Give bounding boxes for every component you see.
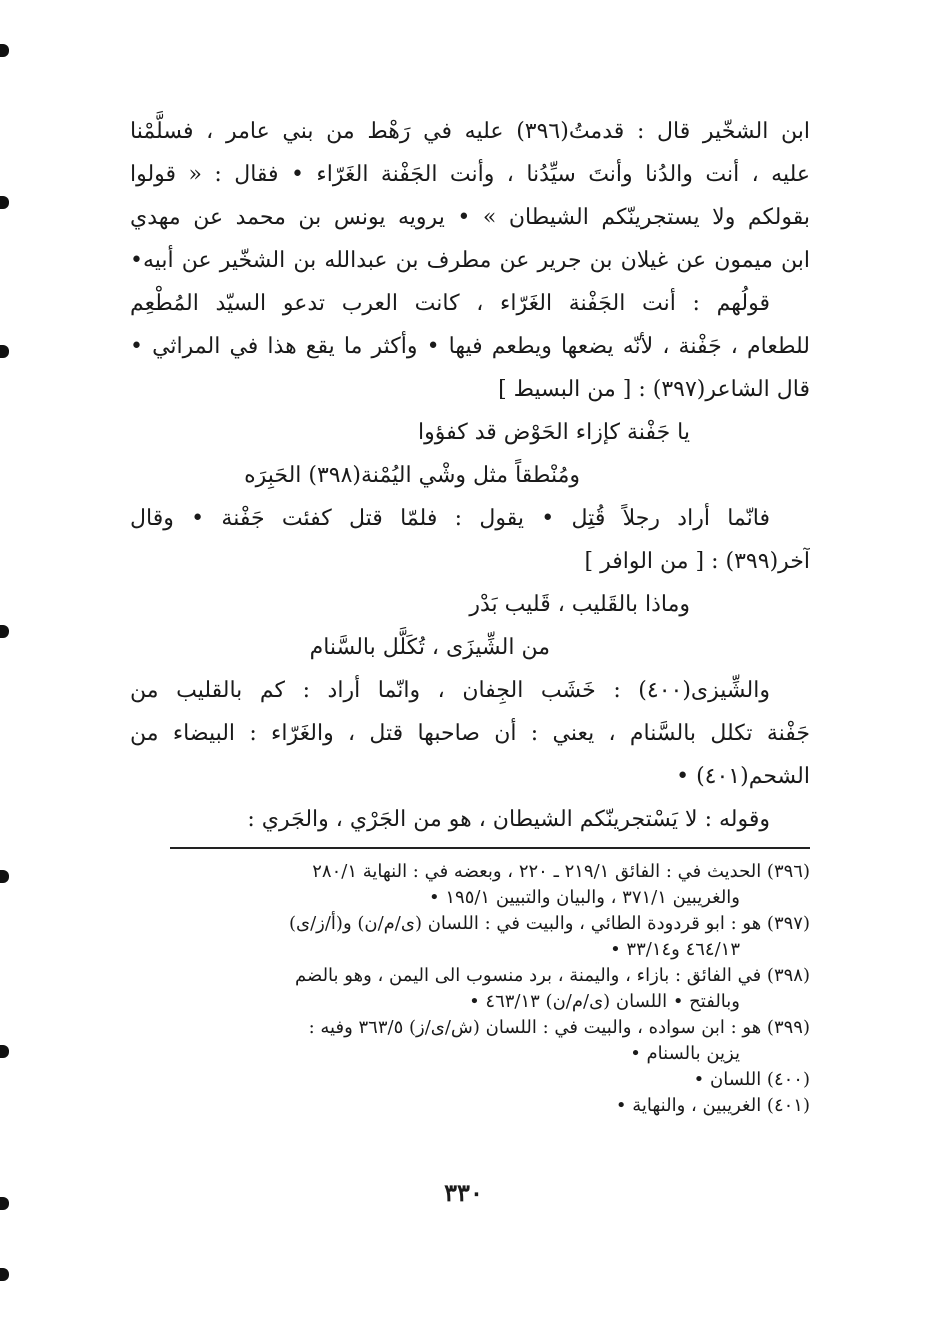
binding-mark	[0, 1045, 9, 1058]
binding-mark	[0, 345, 9, 358]
body-line: والشِّيزى(٤٠٠) : خَشَب الجِفان ، وانّما أراد : كم بالقليب من	[130, 678, 770, 703]
body-line: آخر(٣٩٩) : [ من الوافر ]	[584, 549, 810, 574]
body-line: جَفْنة تكلل بالسَّنام ، يعني : أن صاحبها قتل ، والغَرّاء : البيضاء من	[130, 721, 810, 746]
footnote-line: ٤٦٤/١٣ و٣٣/١٤ •	[610, 939, 740, 960]
body-line: ابن الشخّير قال : قدمتُ(٣٩٦) عليه في رَهْط من بني عامر ، فسلَّمْنا	[130, 119, 810, 144]
verse-line: يا جَفْنة كإزاء الحَوْض قد كفؤوا	[418, 420, 690, 445]
verse-line: ومُنْطقاً مثل وشْي اليُمْنة(٣٩٨) الحَبِرَه	[244, 463, 580, 488]
footnote-line: والغريبين ٣٧١/١ ، والبيان والتبيين ١٩٥/١ •	[429, 887, 740, 908]
footnote-line: (٤٠١) الغريبين ، والنهاية •	[615, 1095, 810, 1116]
body-line: وقوله : لا يَسْتجرينّكم الشيطان ، هو من الجَرْي ، والجَري :	[247, 807, 770, 832]
footnote-line: (٤٠٠) اللسان •	[693, 1069, 810, 1090]
body-line: الشحم(٤٠١) •	[676, 764, 810, 789]
page-body	[130, 110, 810, 1119]
binding-mark	[0, 870, 9, 883]
body-line: فانّما أراد رجلاً قُتِل • يقول : فلمّا قتل كفئت جَفْنة • وقال	[130, 506, 770, 531]
body-line: قال الشاعر(٣٩٧) : [ من البسيط ]	[498, 377, 810, 402]
binding-mark	[0, 44, 9, 57]
footnote-line: (٣٩٦) الحديث في : الفائق ٢١٩/١ ـ ٢٢٠ ، وبعضه في : النهاية ٢٨٠/١	[312, 861, 810, 882]
body-line: عليه ، أنت والدُنا وأنتَ سيِّدُنا ، وأنت الجَفْنة الغَرّاء • فقال : « قولوا	[130, 162, 810, 187]
body-line: قولُهم : أنت الجَفْنة الغَرّاء ، كانت العرب تدعو السيّد المُطْعِم	[130, 291, 770, 316]
body-line: ابن ميمون عن غيلان بن جرير عن مطرف بن عبدالله بن الشخّير عن أبيه•	[130, 248, 810, 273]
page-number: ٣٣٠	[444, 1178, 483, 1207]
footnote-divider	[170, 847, 810, 849]
binding-mark	[0, 1268, 9, 1281]
footnote-line: (٣٩٧) هو : ابو قردودة الطائي ، والبيت في : اللسان (ى/م/ن) و(أ/ز/ى)	[288, 913, 810, 934]
binding-mark	[0, 196, 9, 209]
verse-line: من الشِّيزَى ، تُكَلَّل بالسَّنام	[309, 635, 550, 660]
binding-mark	[0, 625, 9, 638]
footnote-line: وبالفتح • اللسان (ى/م/ن) ٤٦٣/١٣ •	[469, 991, 740, 1012]
body-line: بقولكم ولا يستجرينّكم الشيطان » • يرويه يونس بن محمد عن مهدي	[130, 205, 810, 230]
footnote-line: يزين بالسنام •	[630, 1043, 740, 1064]
footnote-line: (٣٩٩) هو : ابن سواده ، والبيت في : اللسان (ش/ى/ز) ٣٦٣/٥ وفيه :	[308, 1017, 810, 1038]
body-line: للطعام ، جَفْنة ، لأنّه يضعها ويطعم فيها • وأكثر ما يقع هذا في المراثي •	[130, 334, 810, 359]
footnote-line: (٣٩٨) في الفائق : بازاء ، واليمنة ، برد منسوب الى اليمن ، وهو بالضم	[294, 965, 810, 986]
verse-line: وماذا بالقَليب ، قَليب بَدْر	[469, 592, 690, 617]
